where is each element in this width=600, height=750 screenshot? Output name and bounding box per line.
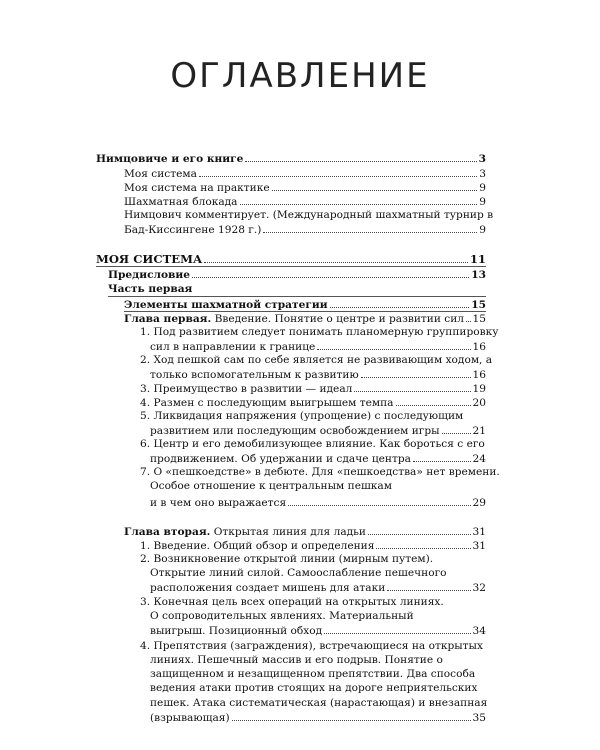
toc-entry-c2-3[interactable]: выигрыш. Позиционный обход 34 [150,625,486,637]
toc-entry-c1-3[interactable]: 3. Преимущество в развитии — идеал 19 [140,383,486,395]
page-number: 3 [478,153,486,165]
toc-part-heading: Часть первая [108,283,193,295]
leader-dots [192,268,469,278]
toc-entry-c1-2-line1[interactable]: 2. Ход пешкой сам по себе является не развивающим ходом, а [140,354,493,366]
toc-entry-c2-3-line2[interactable]: О сопроводительных явлениях. Материальный [150,610,414,622]
toc-entry-c2-4-line3[interactable]: защищенном и незащищенном препятствии. Два способа [150,668,476,680]
toc-entry-c1-5[interactable]: развитием или последующим освобождением игры 21 [150,425,486,437]
toc-entry-practice[interactable]: Моя система на практике 9 [124,182,486,194]
page-number: 24 [472,453,486,465]
page-number: 19 [472,383,486,395]
toc-entry-c1-4[interactable]: 4. Размен с последующим выигрышем темпа 20 [140,397,486,409]
toc-entry-c1-6-line1[interactable]: 6. Центр и его демобилизующее влияние. Как бороться с его [140,438,485,450]
leader-dots [199,167,477,177]
leader-dots [263,223,477,233]
leader-dots [232,711,471,721]
page-number: 31 [472,526,486,538]
page-number: 31 [472,540,486,552]
toc-entry-c2-4-line4[interactable]: ведения атаки против стоящих на дороге неприятельских [150,682,478,694]
page-number: 15 [472,313,486,325]
leader-dots [204,253,468,263]
toc-entry-preface[interactable]: Предисловие 13 [108,269,486,281]
leader-dots [245,152,476,162]
leader-dots [466,312,471,322]
leader-dots [317,340,470,350]
toc-entry-c1-2[interactable]: только вспомогательным к развитию 16 [150,369,486,381]
toc-entry-chapter2[interactable]: Глава вторая. Открытая линия для ладьи 31 [124,526,486,538]
page-number: 9 [479,196,486,208]
leader-dots [396,396,471,406]
toc-entry-c1-1[interactable]: сил в направлении к границе 16 [150,341,486,353]
toc-entry-c1-7[interactable]: и в чем оно выражается 29 [150,497,486,509]
leader-dots [272,181,478,191]
toc-entry-c2-4-line2[interactable]: линиях. Пешечный массив и его подрыв. Понятие о [150,654,443,666]
page-number: 11 [469,252,486,266]
page-number: 16 [472,341,486,353]
toc-entry-c1-7-line1[interactable]: 7. О «пешкоедстве» в дебюте. Для «пешкоедства» нет времени. [140,466,500,478]
leader-dots [354,382,470,392]
page-number: 29 [472,497,486,509]
page-number: 20 [472,397,486,409]
leader-dots [324,624,470,634]
toc-entry-comments-line1[interactable]: Нимцович комментирует. (Международный шахматный турнир в [124,209,494,221]
toc-entry-c1-7-line2[interactable]: Особое отношение к центральным пешкам [150,480,392,492]
page-number: 34 [472,625,486,637]
part-underline [108,296,486,297]
toc-entry-c2-1[interactable]: 1. Введение. Общий обзор и определения 31 [140,540,486,552]
leader-dots [376,539,470,549]
leader-dots [442,424,471,434]
page-number: 32 [472,582,486,594]
page-number: 15 [471,299,486,311]
leader-dots [330,298,470,308]
page-number: 9 [479,182,486,194]
toc-entry-c2-2-line2[interactable]: Открытие линий силой. Самоослабление пешечного [150,567,447,579]
toc-entry-c2-2-line1[interactable]: 2. Возникновение открытой линии (мирным путем). [140,553,434,565]
toc-entry-comments[interactable]: Бад-Киссингене 1928 г.) 9 [124,224,486,236]
leader-dots [240,195,478,205]
toc-entry-elements[interactable]: Элементы шахматной стратегии 15 [124,299,486,311]
toc-entry-c2-4[interactable]: (взрывающая) 35 [150,712,486,724]
leader-dots [387,581,470,591]
leader-dots [413,452,471,462]
page-number: 3 [479,168,486,180]
toc-entry-c1-1-line1[interactable]: 1. Под развитием следует понимать планомерную группировку [140,326,499,338]
section-underline [96,266,486,267]
toc-entry-main-title[interactable]: МОЯ СИСТЕМА 11 [96,252,486,266]
leader-dots [361,368,471,378]
leader-dots [288,496,470,506]
toc-entry-c2-4-line5[interactable]: пешек. Атака систематическая (нарастающая) и внезапная [150,697,488,709]
toc-entry-nimtsovich[interactable]: Нимцовиче и его книге 3 [96,153,486,165]
toc-entry-c1-6[interactable]: продвижением. Об удержании и сдаче центра 24 [150,453,486,465]
page-number: 35 [472,712,486,724]
toc-entry-my-system[interactable]: Моя система 3 [124,168,486,180]
page-number: 9 [479,224,486,236]
toc-entry-c2-4-line1[interactable]: 4. Препятствия (заграждения), встречающиеся на открытых [140,640,483,652]
leader-dots [368,525,471,535]
page-number: 21 [472,425,486,437]
toc-entry-c2-2[interactable]: расположения создает мишень для атаки 32 [150,582,486,594]
toc-title: ОГЛАВЛЕНИЕ [170,56,430,96]
toc-entry-c2-3-line1[interactable]: 3. Конечная цель всех операций на открытых линиях. [140,596,444,608]
toc-entry-chapter1[interactable]: Глава первая. Введение. Понятие о центре и развитии сил 15 [124,313,486,325]
toc-entry-blockade[interactable]: Шахматная блокада 9 [124,196,486,208]
page-number: 16 [472,369,486,381]
page-number: 13 [471,269,486,281]
toc-entry-c1-5-line1[interactable]: 5. Ликвидация напряжения (упрощение) с последующим [140,410,464,422]
